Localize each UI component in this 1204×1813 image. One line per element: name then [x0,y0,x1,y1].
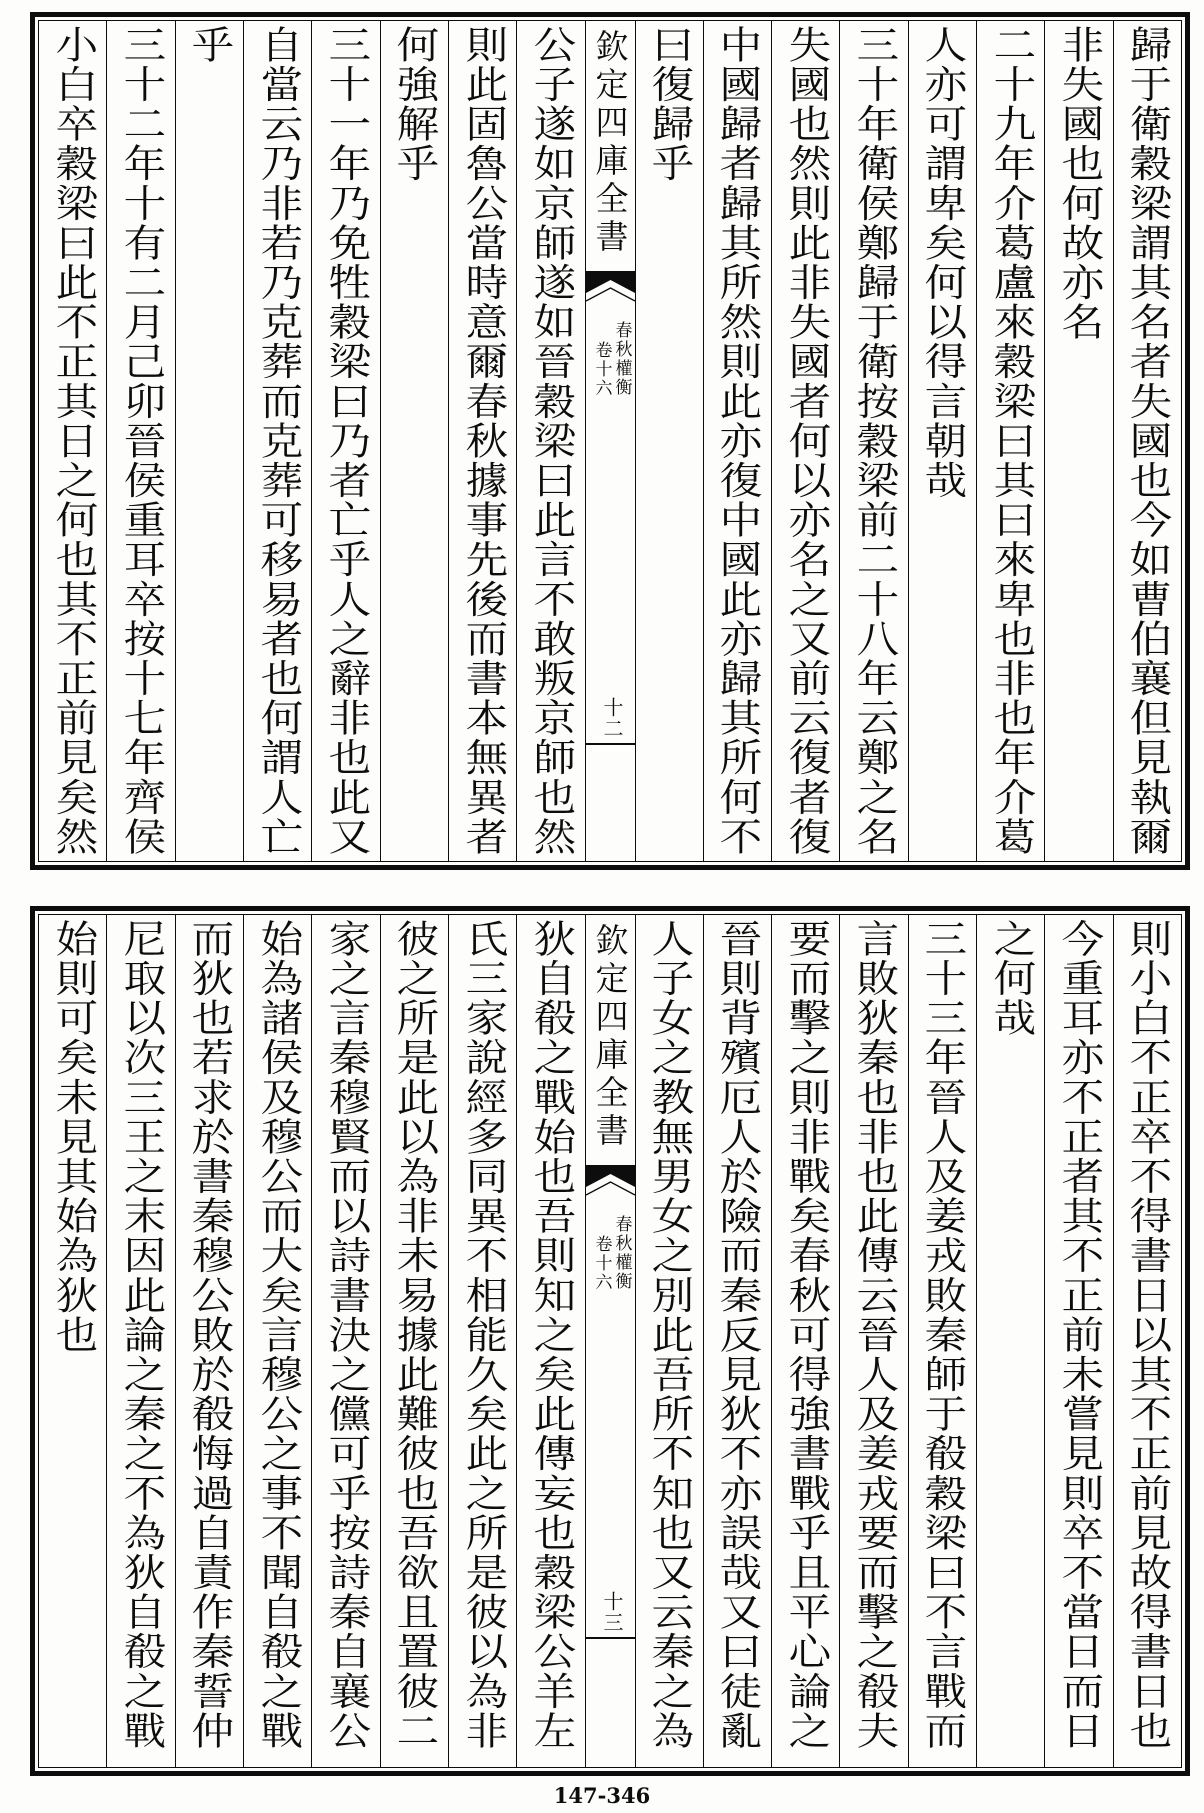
column-text: 歸于衛穀梁謂其名者失國也今如曹伯襄但見執爾 [1122,25,1172,857]
column-text: 要而擊之則非戰矣春秋可得強書戰乎且平心論之 [781,919,831,1751]
column-text: 始為諸侯及穆公而大矣言穆公之事不聞自殽之戰 [252,919,303,1751]
text-column [1044,915,1112,1767]
text-column [703,915,771,1767]
text-column [839,21,907,861]
column-text: 人子女之教無男女之別此吾所不知也又云秦之為 [644,919,694,1751]
text-column [243,21,311,861]
text-column [1113,915,1181,1767]
text-column [516,915,584,1767]
text-column [311,915,379,1767]
center-column [585,915,635,1767]
text-column [976,915,1044,1767]
text-column [39,915,106,1767]
leaf-number: 十三 [600,1591,624,1633]
page-top [30,12,1190,870]
juan-label: 卷十六 [591,1235,612,1292]
leaf-number-rule [586,1637,635,1639]
text-column [106,915,174,1767]
column-text: 三十三年晉人及姜戎敗秦師于殽穀梁曰不言戰而 [917,919,968,1751]
column-text: 小白卒穀梁曰此不正其日之何也其不正前見矣然 [48,25,98,857]
text-column [703,21,771,861]
text-column [380,915,448,1767]
column-text: 人亦可謂卑矣何以得言朝哉 [917,25,968,501]
text-column [516,21,584,861]
column-text: 曰復歸乎 [644,25,694,184]
text-column [448,21,516,861]
column-text: 彼之所是此以為非未易據此難彼也吾欲且置彼二 [389,919,439,1751]
column-text: 三十年衛侯鄭歸于衛按穀梁前二十八年云鄭之名 [849,25,899,857]
work-title: 春秋權衡 [611,1215,632,1291]
work-title: 春秋權衡 [611,321,632,397]
text-column [175,915,243,1767]
column-text: 今重耳亦不正者其不正前未嘗見則卒不當日而日 [1054,919,1104,1751]
text-column [908,21,976,861]
column-text: 非失國也何故亦名 [1054,25,1104,342]
text-column [635,21,703,861]
column-text: 何強解乎 [389,25,439,184]
column-text: 狄自殽之戰始也吾則知之矣此傳妄也穀梁公羊左 [526,919,576,1751]
column-text: 三十一年乃免牲穀梁曰乃者亡乎人之辭非也此又 [321,25,371,857]
text-column [39,21,106,861]
text-column [106,21,174,861]
column-text: 之何哉 [986,919,1036,1038]
column-text: 中國歸者歸其所然則此亦復中國此亦歸其所何不 [712,25,763,857]
column-text: 則此固魯公當時意爾春秋據事先後而書本無異者 [457,25,508,857]
text-column [243,915,311,1767]
text-column [771,915,839,1767]
column-text: 公子遂如京師遂如晉穀梁曰此言不敢叛京師也然 [526,25,576,857]
page-bottom [30,906,1190,1776]
column-text: 氏三家說經多同異不相能久矣此之所是彼以為非 [457,919,508,1751]
text-frame [38,20,1182,862]
text-column [771,21,839,861]
column-text: 家之言秦穆賢而以詩書決之儻可乎按詩秦自襄公 [321,919,371,1751]
fishtail-mark-icon [586,1165,635,1205]
column-text: 三十二年十有二月己卯晉侯重耳卒按十七年齊侯 [116,25,166,857]
fishtail-mark-icon [586,271,635,311]
text-column [175,21,243,861]
center-column [585,21,635,861]
text-column [635,915,703,1767]
series-title: 欽定四庫全書 [590,923,630,1151]
column-text: 尼取以次三王之末因此論之秦之不為狄自殽之戰 [116,919,166,1751]
column-text: 乎 [184,25,234,65]
text-frame [38,914,1182,1768]
text-column [448,915,516,1767]
column-text: 言敗狄秦也非也此傳云晉人及姜戎要而擊之殽夫 [849,919,899,1751]
column-text: 晉則背殯厄人於險而秦反見狄不亦誤哉又曰徒亂 [712,919,763,1751]
text-column [839,915,907,1767]
series-title: 欽定四庫全書 [590,29,630,257]
text-column [976,21,1044,861]
text-column [1044,21,1112,861]
column-text: 則小白不正卒不得書日以其不正前見故得書日也 [1122,919,1172,1751]
column-text: 始則可矣未見其始為狄也 [48,919,98,1355]
leaf-number-rule [586,743,635,745]
column-text: 而狄也若求於書秦穆公敗於殽悔過自責作秦誓仲 [184,919,234,1751]
text-column [380,21,448,861]
text-column [311,21,379,861]
leaf-number: 十二 [600,697,624,739]
juan-label: 卷十六 [591,341,612,398]
column-text: 自當云乃非若乃克葬而克葬可移易者也何謂人亡 [252,25,303,857]
page-number: 147-346 [553,1783,651,1808]
text-column [1113,21,1181,861]
column-text: 二十九年介葛盧來穀梁曰其曰來卑也非也年介葛 [986,25,1036,857]
text-column [908,915,976,1767]
column-text: 失國也然則此非失國者何以亦名之又前云復者復 [781,25,831,857]
